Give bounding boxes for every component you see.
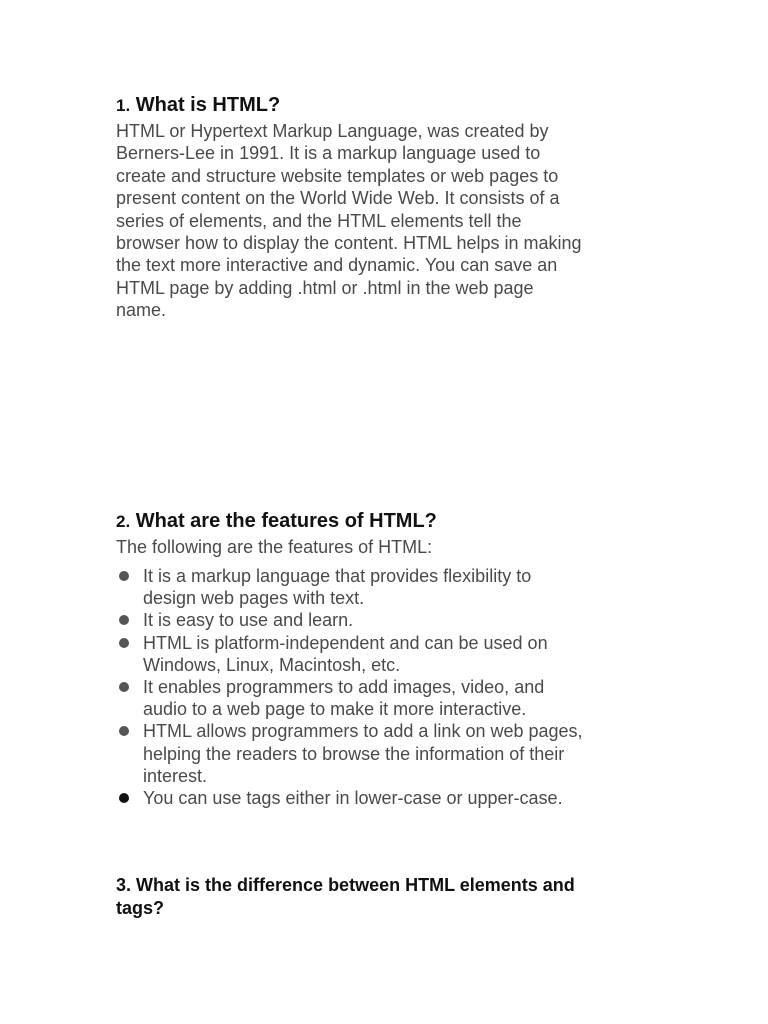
bullet-icon	[119, 638, 129, 648]
heading-text: What is HTML?	[135, 94, 281, 116]
text-line: It is easy to use and learn.	[143, 610, 354, 631]
list-item	[116, 609, 583, 631]
heading-features-of-html	[116, 508, 437, 535]
heading-text: What are the features of HTML?	[135, 510, 437, 532]
text-line: HTML page by adding .html or .html in the web page	[116, 277, 534, 298]
text-line: helping the readers to browse the information of their	[143, 743, 565, 764]
heading-number: 3.	[116, 875, 132, 895]
text-line: It is a markup language that provides flexibility to	[143, 566, 532, 586]
bullet-icon	[119, 726, 129, 736]
heading-number: 1.	[116, 96, 131, 115]
text-line: present content on the World Wide Web. It consists of a	[116, 188, 560, 209]
text-line: design web pages with text.	[143, 588, 365, 609]
text-line: Berners-Lee in 1991. It is a markup language used to	[116, 143, 541, 164]
text-line: It enables programmers to add images, video, and	[143, 677, 545, 698]
text-line: HTML or Hypertext Markup Language, was created by	[116, 121, 549, 141]
list-item	[116, 676, 583, 720]
list-item	[116, 632, 583, 676]
text-line: interest.	[143, 765, 208, 786]
text-line: You can use tags either in lower-case or upper-case.	[143, 788, 563, 809]
bullet-icon	[119, 571, 129, 581]
text-line: name.	[116, 300, 167, 321]
features-intro: The following are the features of HTML:	[116, 537, 433, 557]
text-line: HTML is platform-independent and can be used on	[143, 632, 548, 653]
bullet-icon	[119, 793, 129, 803]
heading-elements-vs-tags	[116, 874, 575, 920]
heading-what-is-html	[116, 92, 280, 119]
heading-number: 2.	[116, 512, 131, 531]
heading-text: What is the difference between HTML elements and	[136, 875, 575, 895]
text-line: HTML allows programmers to add a link on web pages,	[143, 721, 583, 742]
text-line: browser how to display the content. HTML helps in making	[116, 233, 582, 254]
heading-text: tags?	[116, 898, 165, 918]
list-item	[116, 720, 583, 787]
bullet-icon	[119, 615, 129, 625]
text-line: create and structure website templates or web pages to	[116, 165, 559, 186]
text-line: Windows, Linux, Macintosh, etc.	[143, 654, 401, 675]
bullet-icon	[119, 682, 129, 692]
list-item	[116, 787, 583, 809]
text-line: audio to a web page to make it more interactive.	[143, 699, 527, 720]
text-line: series of elements, and the HTML elements tell the	[116, 210, 522, 231]
list-item	[116, 565, 583, 609]
features-list	[116, 565, 583, 809]
text-line: the text more interactive and dynamic. You can save an	[116, 255, 558, 276]
paragraph-what-is-html	[116, 120, 582, 322]
